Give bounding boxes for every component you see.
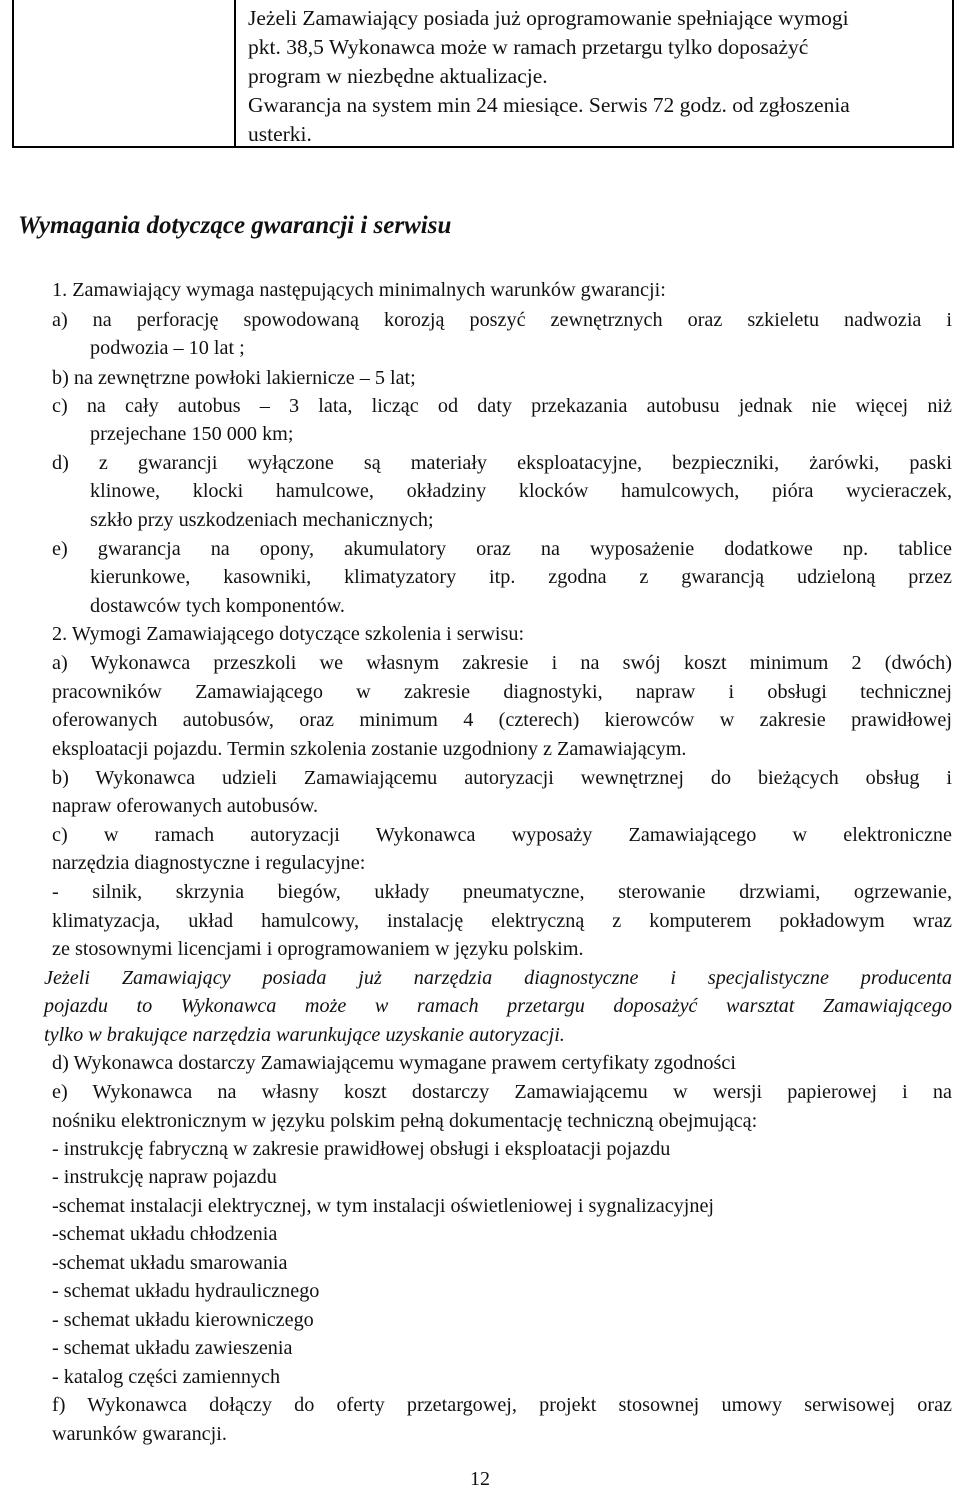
documentation-item: - schemat układu kierowniczego xyxy=(52,1309,314,1331)
list-item-line: klinowe, klocki hamulcowe, okładziny klocków hamulcowych, pióra wycieraczek, xyxy=(90,480,952,502)
documentation-item: - instrukcję fabryczną w zakresie prawidłowej obsługi i eksploatacji pojazdu xyxy=(52,1138,671,1160)
documentation-item: - schemat układu hydraulicznego xyxy=(52,1280,320,1302)
paragraph-line: e) Wykonawca na własny koszt dostarczy Zamawiającemu w wersji papierowej i na xyxy=(52,1081,952,1103)
paragraph-line: ze stosownymi licencjami i oprogramowaniem w języku polskim. xyxy=(52,938,584,960)
italic-note-line: pojazdu to Wykonawca może w ramach przetargu doposażyć warsztat Zamawiającego xyxy=(44,995,952,1017)
paragraph-line: b) Wykonawca udzieli Zamawiającemu autoryzacji wewnętrznej do bieżących obsług i xyxy=(52,767,952,789)
list-item-line: kierunkowe, kasowniki, klimatyzatory itp. zgodna z gwarancją udzieloną przez xyxy=(90,566,952,588)
italic-note-line: tylko w brakujące narzędzia warunkujące uzyskanie autoryzacji. xyxy=(44,1024,565,1046)
page-number: 12 xyxy=(470,1468,490,1490)
table-cell-line: program w niezbędne aktualizacje. xyxy=(248,64,548,88)
paragraph-line: - silnik, skrzynia biegów, układy pneumatyczne, sterowanie drzwiami, ogrzewanie, xyxy=(52,881,952,903)
training-intro: 2. Wymogi Zamawiającego dotyczące szkolenia i serwisu: xyxy=(52,623,525,645)
paragraph-line: c) w ramach autoryzacji Wykonawca wyposaży Zamawiającego w elektroniczne xyxy=(52,824,952,846)
paragraph-line: oferowanych autobusów, oraz minimum 4 (czterech) kierowców w zakresie prawidłowej xyxy=(52,709,952,731)
warranty-intro: 1. Zamawiający wymaga następujących minimalnych warunków gwarancji: xyxy=(52,279,666,301)
paragraph-line: klimatyzacja, układ hamulcowy, instalację elektryczną z komputerem pokładowym wraz xyxy=(52,910,952,932)
list-item-line: przejechane 150 000 km; xyxy=(90,423,294,445)
list-item-line: szkło przy uszkodzeniach mechanicznych; xyxy=(90,509,434,531)
documentation-item: - instrukcję napraw pojazdu xyxy=(52,1166,277,1188)
documentation-item: -schemat instalacji elektrycznej, w tym instalacji oświetleniowej i sygnalizacyjnej xyxy=(52,1195,715,1217)
documentation-item: -schemat układu chłodzenia xyxy=(52,1223,278,1245)
list-item-line: d) z gwarancji wyłączone są materiały eksploatacyjne, bezpieczniki, żarówki, paski xyxy=(52,452,952,474)
documentation-item: - schemat układu zawieszenia xyxy=(52,1337,293,1359)
paragraph-line: narzędzia diagnostyczne i regulacyjne: xyxy=(52,852,366,874)
documentation-item: -schemat układu smarowania xyxy=(52,1252,288,1274)
list-item-line: podwozia – 10 lat ; xyxy=(90,337,245,359)
paragraph-line: a) Wykonawca przeszkoli we własnym zakresie i na swój koszt minimum 2 (dwóch) xyxy=(52,652,952,674)
list-item-line: a) na perforację spowodowaną korozją poszyć zewnętrznych oraz szkieletu nadwozia i xyxy=(52,309,952,331)
table-column-divider xyxy=(234,0,236,146)
paragraph-line: pracowników Zamawiającego w zakresie diagnostyki, napraw i obsługi technicznej xyxy=(52,681,952,703)
requirements-table-fragment xyxy=(12,0,954,148)
table-cell-line: Gwarancja na system min 24 miesiące. Serwis 72 godz. od zgłoszenia xyxy=(248,93,850,117)
paragraph-line: f) Wykonawca dołączy do oferty przetargowej, projekt stosownej umowy serwisowej oraz xyxy=(52,1394,952,1416)
paragraph-line: nośniku elektronicznym w języku polskim pełną dokumentację techniczną obejmującą: xyxy=(52,1110,758,1132)
list-item-line: b) na zewnętrzne powłoki lakiernicze – 5 lat; xyxy=(52,367,416,389)
paragraph-line: eksploatacji pojazdu. Termin szkolenia zostanie uzgodniony z Zamawiającym. xyxy=(52,738,687,760)
table-cell-line: usterki. xyxy=(248,122,312,146)
list-item-line: e) gwarancja na opony, akumulatory oraz na wyposażenie dodatkowe np. tablice xyxy=(52,538,952,560)
list-item-line: c) na cały autobus – 3 lata, licząc od daty przekazania autobusu jednak nie więcej niż xyxy=(52,395,952,417)
documentation-item: - katalog części zamiennych xyxy=(52,1366,281,1388)
italic-note-line: Jeżeli Zamawiający posiada już narzędzia diagnostyczne i specjalistyczne producenta xyxy=(44,967,952,989)
paragraph-line: warunków gwarancji. xyxy=(52,1423,227,1445)
section-heading: Wymagania dotyczące gwarancji i serwisu xyxy=(18,212,452,239)
list-item-line: dostawców tych komponentów. xyxy=(90,595,345,617)
table-cell-line: Jeżeli Zamawiający posiada już oprogramowanie spełniające wymogi xyxy=(248,6,849,30)
paragraph-line: d) Wykonawca dostarczy Zamawiającemu wymagane prawem certyfikaty zgodności xyxy=(52,1052,736,1074)
paragraph-line: napraw oferowanych autobusów. xyxy=(52,795,319,817)
table-cell-line: pkt. 38,5 Wykonawca może w ramach przetargu tylko doposażyć xyxy=(248,35,809,59)
